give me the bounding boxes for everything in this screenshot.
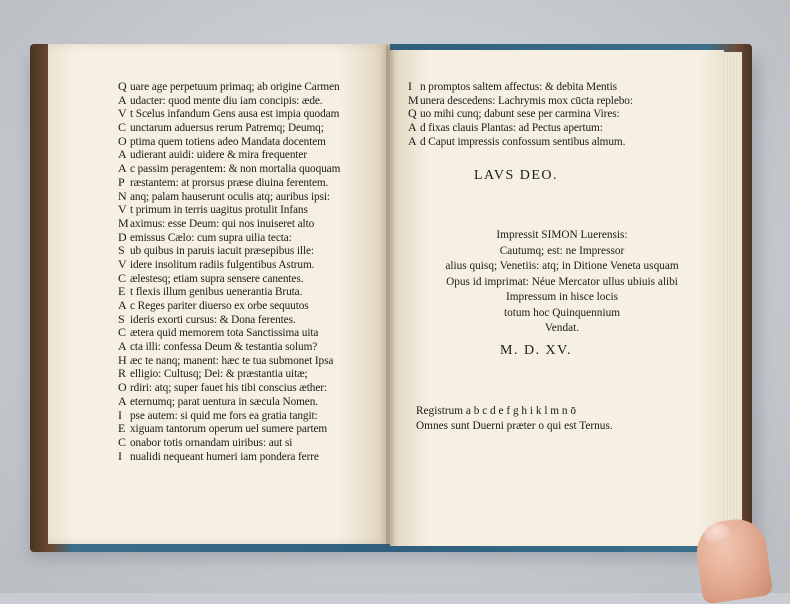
register-line: Omnes sunt Duerni præter o qui est Ternus. xyxy=(416,420,613,432)
verse-text: d Caput impressis confossum sentibus almum. xyxy=(420,135,626,148)
verse-text: ætera quid memorem tota Sanctissima uita xyxy=(130,327,319,340)
colophon-line: totum hoc Quinquennium xyxy=(503,306,621,319)
initial-letter: O xyxy=(118,380,127,395)
left_page-line xyxy=(118,272,378,286)
verse-text: eternumq; parat uentura in sæcula Nomen. xyxy=(130,395,318,408)
left-page-verse xyxy=(118,80,378,463)
verse-text: cta illi: confessa Deum & testantia solum? xyxy=(130,341,318,354)
colophon xyxy=(412,228,712,337)
initial-letter: M xyxy=(118,215,129,230)
left_page-line xyxy=(118,94,378,108)
colophon-line: Impressum in hisce locis xyxy=(505,291,618,303)
colophon-line: alius quisq; Venetiis: atq; in Ditione Veneta usquam xyxy=(445,260,679,272)
initial-letter: S xyxy=(118,243,125,258)
left_page-line xyxy=(118,436,378,450)
initial-letter: V xyxy=(118,256,127,271)
colophon-line: Impressit SIMON Luerensis: xyxy=(496,229,628,241)
laus-deo-heading: LAVS DEO. xyxy=(474,168,559,183)
initial-letter: A xyxy=(118,393,127,408)
verse-text: rdiri: atq; super fauet his tibi conscius æther: xyxy=(130,382,327,395)
verse-text: ub quibus in paruis iacuit præsepibus ille: xyxy=(130,245,314,258)
left_page-line xyxy=(118,409,378,423)
verse-text: unctarum aduersus rerum Patremq; Deumq; xyxy=(130,122,324,135)
verse-text: ælestesq; etiam supra sensere canentes. xyxy=(130,272,304,285)
initial-letter: A xyxy=(118,147,127,162)
verse-text: c passim peragentem: & non mortalia quoquam xyxy=(130,163,341,176)
initial-letter: A xyxy=(118,339,127,354)
register xyxy=(416,404,613,434)
initial-letter: D xyxy=(118,229,127,244)
initial-letter: A xyxy=(118,92,127,107)
verse-text: t Scelus infandum Gens ausa est impia quodam xyxy=(130,108,340,121)
left_page-line xyxy=(118,381,378,395)
verse-text: idere insolitum radiis fulgentibus Astrum. xyxy=(130,258,315,271)
verse-text: elligio: Cultusq; Dei: & præstantia uitæ; xyxy=(130,368,308,381)
left_page-line xyxy=(118,135,378,149)
verse-text: ideris exorti cursus: & Dona ferentes. xyxy=(130,313,296,326)
left_page-line xyxy=(118,258,378,272)
verse-text: ptima quem totiens adeo Mandata docentem xyxy=(130,135,326,148)
right_page-line xyxy=(408,107,698,121)
left_page-line xyxy=(118,422,378,436)
verse-text: unera descedens: Lachrymis mox cūcta replebo: xyxy=(420,94,633,107)
left_page-line xyxy=(118,176,378,190)
initial-letter: E xyxy=(118,284,126,299)
initial-letter: R xyxy=(118,366,126,381)
left_page-line xyxy=(118,148,378,162)
right_page-line xyxy=(408,94,698,108)
book-gutter xyxy=(386,46,394,546)
left_page-line xyxy=(118,450,378,464)
colophon-line: Vendat. xyxy=(544,322,580,334)
left_page-line xyxy=(118,121,378,135)
right_page-line xyxy=(408,135,698,149)
initial-letter: E xyxy=(118,421,126,436)
left_page-line xyxy=(118,162,378,176)
left_page-line xyxy=(118,190,378,204)
verse-text: t primum in terris uagitus protulit Infans xyxy=(130,204,308,217)
verse-text: udacter: quod mente diu iam concipis: æde. xyxy=(130,94,323,107)
initial-letter: I xyxy=(118,448,122,463)
initial-letter: H xyxy=(118,352,127,367)
verse-text: onabor totis ornandam uiribus: aut si xyxy=(130,436,293,449)
right-page-verse xyxy=(408,80,698,148)
initial-letter: I xyxy=(408,79,412,93)
left_page-line xyxy=(118,367,378,381)
verse-text: uare age perpetuum primaq; ab origine Carmen xyxy=(130,81,340,93)
left_page-line xyxy=(118,203,378,217)
initial-letter: A xyxy=(408,120,417,135)
left_page-line xyxy=(118,340,378,354)
initial-letter: C xyxy=(118,325,126,340)
verse-text: d fixas clauis Plantas: ad Pectus apertum: xyxy=(420,122,603,135)
colophon-line: Opus id imprimat: Néue Mercator ullus ubiuis alibi xyxy=(446,275,678,288)
initial-letter: N xyxy=(118,188,127,203)
imprint-date: M. D. XV. xyxy=(500,343,572,358)
verse-text: n promptos saltem affectus: & debita Mentis xyxy=(420,81,617,93)
verse-text: emissus Cælo: cum supra uilia tecta: xyxy=(130,231,292,244)
initial-letter: O xyxy=(118,133,127,148)
left_page-line xyxy=(118,231,378,245)
initial-letter: S xyxy=(118,311,125,326)
initial-letter: Q xyxy=(118,79,127,93)
register-line: Registrum a b c d e f g h i k l m n ō xyxy=(416,405,577,417)
verse-text: nualidi nequeant humeri iam pondera ferre xyxy=(130,450,319,463)
initial-letter: M xyxy=(408,92,419,107)
initial-letter: A xyxy=(118,161,127,176)
verse-text: æc te nanq; manent: hæc te tua submonet Ipsa xyxy=(130,354,334,367)
verse-text: ræstantem: at prorsus præse diuina ferentem. xyxy=(130,176,329,189)
initial-letter: Q xyxy=(408,106,417,121)
left_page-line xyxy=(118,285,378,299)
initial-letter: I xyxy=(118,407,122,422)
verse-text: aximus: esse Deum: qui nos inuiseret alto xyxy=(130,217,315,230)
left_page-line xyxy=(118,326,378,340)
left_page-line xyxy=(118,299,378,313)
verse-text: anq; palam hauserunt oculis atq; auribus ipsi: xyxy=(130,190,330,203)
left_page-line xyxy=(118,217,378,231)
initial-letter: P xyxy=(118,174,125,189)
initial-letter: C xyxy=(118,434,126,449)
verse-text: pse autem: si quid me fors ea gratia tangit: xyxy=(130,409,318,422)
left_page-line xyxy=(118,313,378,327)
right_page-line xyxy=(408,121,698,135)
colophon-line: Cautumq; est: ne Impressor xyxy=(499,244,625,257)
initial-letter: A xyxy=(118,298,127,312)
verse-text: t flexis illum genibus uenerantia Bruta. xyxy=(130,286,303,299)
verse-text: xiguam tantorum operum uel sumere partem xyxy=(130,423,328,436)
right_page-line xyxy=(408,80,698,94)
initial-letter: V xyxy=(118,106,127,121)
initial-letter: V xyxy=(118,202,127,217)
initial-letter: C xyxy=(118,270,126,285)
initial-letter: C xyxy=(118,120,126,135)
verse-text: c Reges pariter diuerso ex orbe sequutos xyxy=(130,300,309,312)
verse-text: udierant auidi: uidere & mira frequenter xyxy=(130,149,307,162)
page-edges xyxy=(722,52,742,546)
left_page-line xyxy=(118,354,378,368)
left_page-line xyxy=(118,107,378,121)
left_page-line xyxy=(118,395,378,409)
left_page-line xyxy=(118,244,378,258)
verse-text: uo mihi cunq; dabunt sese per carmina Vires: xyxy=(420,108,620,121)
initial-letter: A xyxy=(408,133,417,148)
left_page-line xyxy=(118,80,378,94)
